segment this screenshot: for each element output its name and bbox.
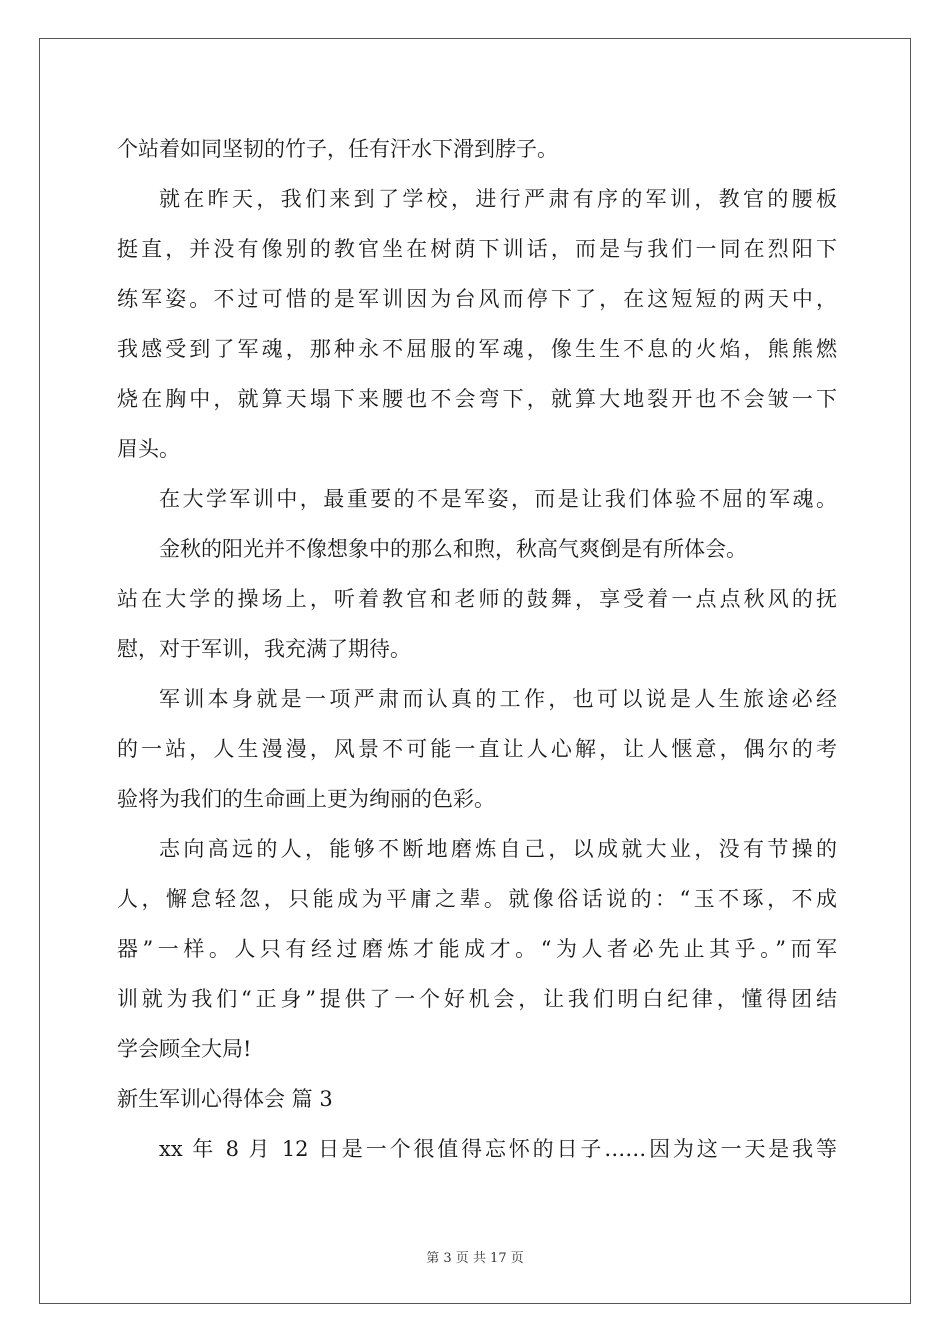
text-line: 验将为我们的生命画上更为绚丽的色彩。 bbox=[117, 787, 495, 811]
section-heading: 新生军训心得体会 篇 3 bbox=[117, 1087, 333, 1111]
page-number-footer: 第 3 页 共 17 页 bbox=[426, 1251, 524, 1266]
text-line: 慰，对于军训，我充满了期待。 bbox=[117, 637, 411, 661]
text-line: 练军姿。不过可惜的是军训因为台风而停下了，在这短短的两天中， bbox=[117, 287, 837, 311]
text-line: 学会顾全大局! bbox=[117, 1037, 252, 1061]
paragraph-start-line: 金秋的阳光并不像想象中的那么和煦，秋高气爽倒是有所体会。 bbox=[159, 537, 747, 561]
paragraph-start-line: 军训本身就是一项严肃而认真的工作，也可以说是人生旅途必经 bbox=[159, 687, 837, 711]
document-body bbox=[117, 124, 837, 1174]
paragraph-start-line: 志向高远的人，能够不断地磨炼自己，以成就大业，没有节操的 bbox=[159, 837, 837, 861]
text-line: 个站着如同坚韧的竹子，任有汗水下滑到脖子。 bbox=[117, 137, 558, 161]
text-line: 站在大学的操场上，听着教官和老师的鼓舞，享受着一点点秋风的抚 bbox=[117, 587, 837, 611]
paragraph-start-line: 就在昨天，我们来到了学校，进行严肃有序的军训，教官的腰板 bbox=[159, 187, 837, 211]
text-line: 训就为我们“正身”提供了一个好机会，让我们明白纪律，懂得团结 bbox=[117, 987, 837, 1011]
text-line: 的一站，人生漫漫，风景不可能一直让人心解，让人惬意，偶尔的考 bbox=[117, 737, 837, 761]
text-line: 我感受到了军魂，那种永不屈服的军魂，像生生不息的火焰，熊熊燃 bbox=[117, 337, 837, 361]
text-line: 挺直，并没有像别的教官坐在树荫下训话，而是与我们一同在烈阳下 bbox=[117, 237, 837, 261]
text-line: 烧在胸中，就算天塌下来腰也不会弯下，就算大地裂开也不会皱一下 bbox=[117, 387, 837, 411]
text-line: 眉头。 bbox=[117, 437, 180, 461]
paragraph-start-line: xx 年 8 月 12 日是一个很值得忘怀的日子……因为这一天是我等 bbox=[159, 1137, 837, 1161]
text-line: 器”一样。人只有经过磨炼才能成才。“为人者必先止其乎。”而军 bbox=[117, 937, 837, 961]
paragraph-start-line: 在大学军训中，最重要的不是军姿，而是让我们体验不屈的军魂。 bbox=[159, 487, 837, 511]
text-line: 人，懈怠轻忽，只能成为平庸之辈。就像俗话说的：“玉不琢，不成 bbox=[117, 887, 837, 911]
